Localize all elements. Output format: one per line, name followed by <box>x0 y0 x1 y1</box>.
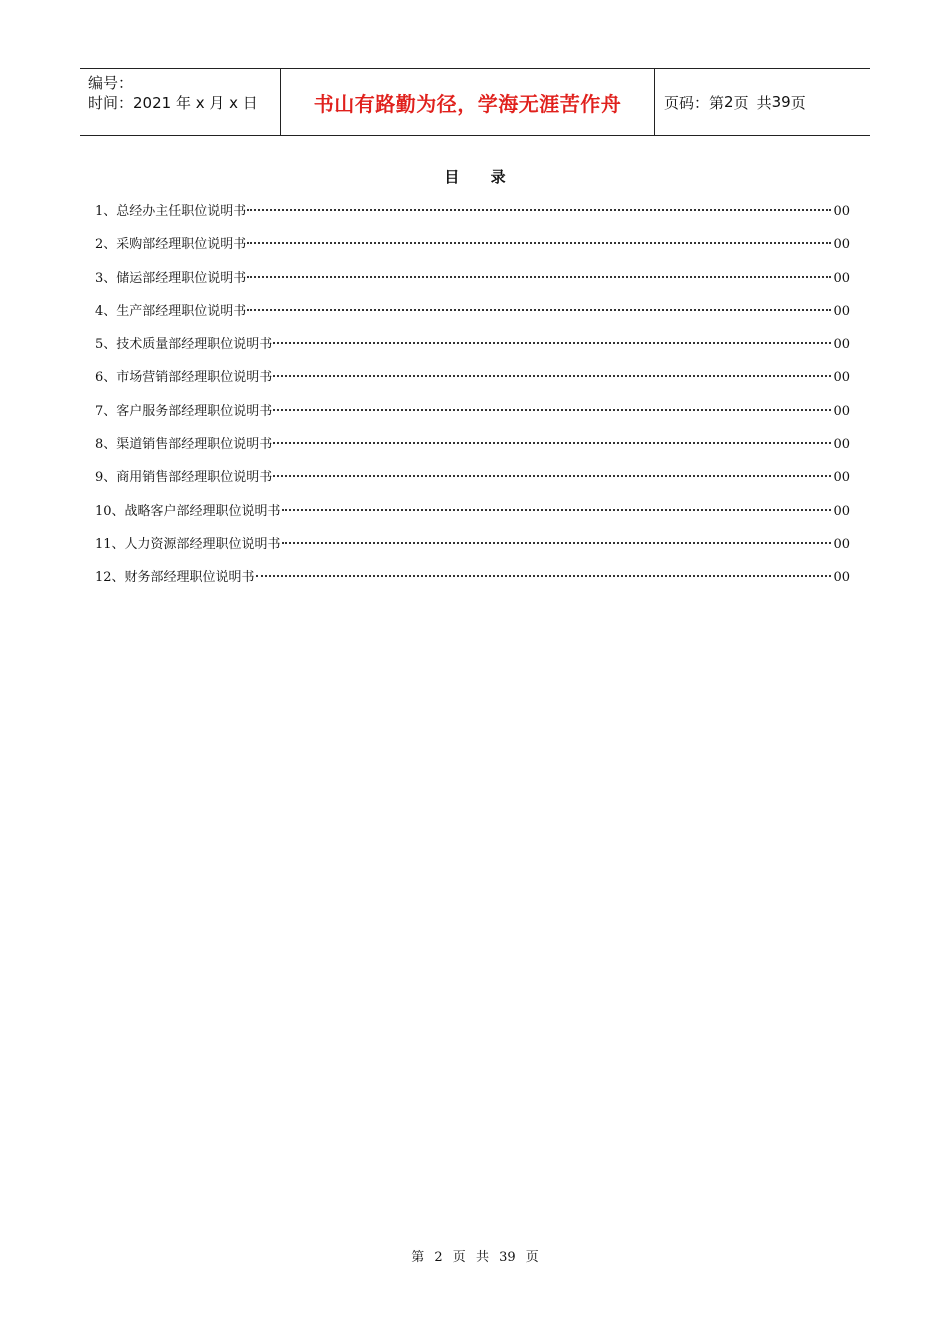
toc-item[interactable] <box>95 466 850 499</box>
date-label: 时间：2021 年 x 月 x 日 <box>88 94 258 112</box>
page-current: 2 <box>724 93 734 111</box>
toc-leader-dots <box>273 475 831 477</box>
toc-item-page: 00 <box>833 337 850 353</box>
footer-mid: 页 <box>452 1250 466 1265</box>
footer-total: 39 <box>499 1250 516 1265</box>
toc-item-label: 2、采购部经理职位说明书 <box>95 237 247 253</box>
toc-item[interactable] <box>95 233 850 266</box>
toc-item-page: 00 <box>833 470 850 486</box>
toc-leader-dots <box>247 276 831 278</box>
serial-number-label: 编号： <box>88 74 134 92</box>
toc-title <box>0 166 950 187</box>
toc-item[interactable] <box>95 200 850 233</box>
toc-item[interactable] <box>95 366 850 399</box>
toc-title-left: 目 <box>444 168 460 186</box>
toc-item[interactable] <box>95 566 850 599</box>
toc-item-page: 00 <box>833 237 850 253</box>
toc-item-page: 00 <box>833 437 850 453</box>
toc-item[interactable] <box>95 533 850 566</box>
toc-leader-dots <box>247 309 831 311</box>
page-suffix: 页 <box>790 93 806 112</box>
page-mid: 页 <box>733 93 749 112</box>
toc-item[interactable] <box>95 500 850 533</box>
toc-item-label: 1、总经办主任职位说明书 <box>95 204 247 219</box>
page-prefix: 页码：第 <box>664 93 725 112</box>
toc-item-label: 5、技术质量部经理职位说明书 <box>95 337 273 353</box>
toc-leader-dots <box>273 375 831 377</box>
toc-item-label: 10、战略客户部经理职位说明书 <box>95 503 281 519</box>
page-total: 39 <box>771 93 791 111</box>
toc-leader-dots <box>282 542 832 544</box>
document-header <box>80 68 870 136</box>
toc-item-label: 3、储运部经理职位说明书 <box>95 270 247 286</box>
header-motto: 书山有路勤为径，学海无涯苦作舟 <box>281 69 655 135</box>
toc-item-label: 7、客户服务部经理职位说明书 <box>95 403 273 419</box>
footer-suffix: 页 <box>525 1250 539 1265</box>
toc-item-label: 6、市场营销部经理职位说明书 <box>95 370 273 386</box>
toc-leader-dots <box>282 509 832 511</box>
toc-item[interactable] <box>95 333 850 366</box>
table-of-contents <box>95 200 850 600</box>
toc-item-page: 00 <box>833 403 850 419</box>
toc-leader-dots <box>273 342 831 344</box>
toc-item[interactable] <box>95 400 850 433</box>
footer-total-prefix: 共 <box>475 1250 489 1265</box>
toc-item-page: 00 <box>833 204 850 219</box>
toc-item[interactable] <box>95 300 850 333</box>
toc-item-page: 00 <box>833 303 850 319</box>
toc-item-page: 00 <box>833 270 850 286</box>
toc-item-page: 00 <box>833 370 850 386</box>
page-total-prefix: 共 <box>756 93 772 112</box>
footer-current: 2 <box>434 1250 443 1265</box>
toc-leader-dots <box>256 575 832 577</box>
header-page-info <box>655 69 870 135</box>
toc-title-right: 录 <box>490 168 506 186</box>
toc-item-label: 8、渠道销售部经理职位说明书 <box>95 437 273 453</box>
toc-leader-dots <box>247 209 831 211</box>
toc-leader-dots <box>273 442 831 444</box>
toc-item-label: 4、生产部经理职位说明书 <box>95 303 247 319</box>
toc-leader-dots <box>273 409 831 411</box>
toc-item[interactable] <box>95 267 850 300</box>
toc-item-label: 9、商用销售部经理职位说明书 <box>95 470 273 486</box>
toc-item-label: 11、人力资源部经理职位说明书 <box>95 536 281 552</box>
toc-item-page: 00 <box>833 570 850 586</box>
toc-leader-dots <box>247 242 831 244</box>
page-footer <box>0 1246 950 1265</box>
header-meta <box>80 69 281 135</box>
footer-prefix: 第 <box>411 1250 425 1265</box>
toc-item-page: 00 <box>833 536 850 552</box>
toc-item-page: 00 <box>833 503 850 519</box>
toc-item[interactable] <box>95 433 850 466</box>
toc-item-label: 12、财务部经理职位说明书 <box>95 570 255 586</box>
